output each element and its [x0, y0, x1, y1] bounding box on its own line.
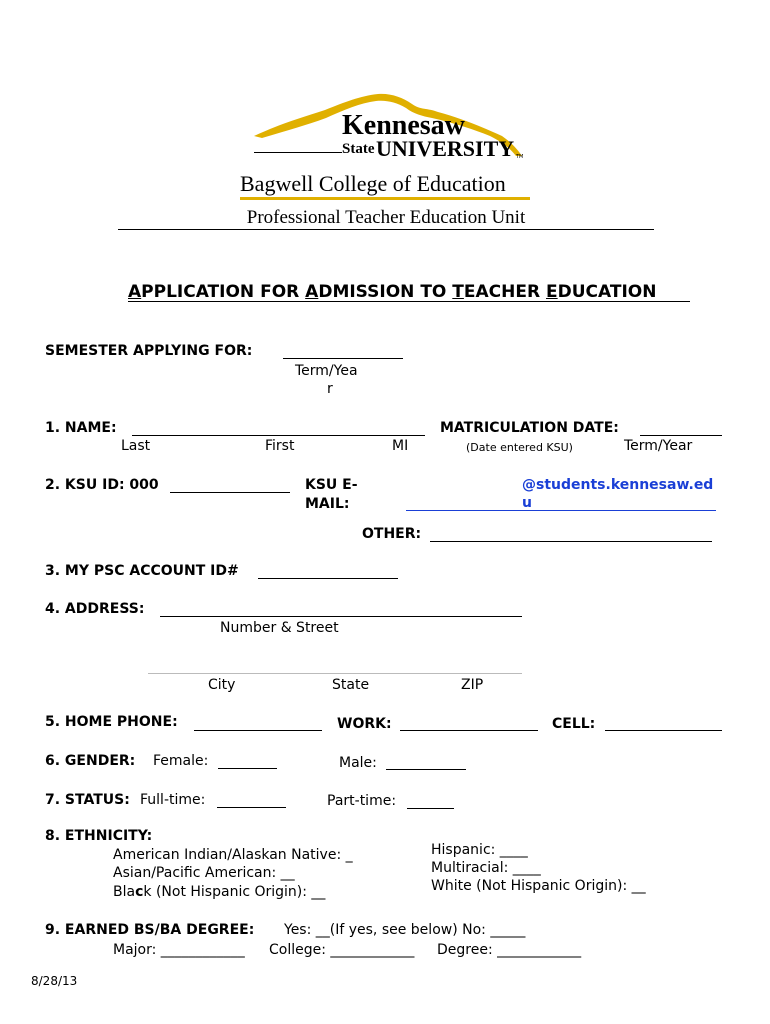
ethnicity-black-c: k (Not Hispanic Origin): __ — [143, 884, 326, 900]
address-state-hint: State — [332, 677, 370, 693]
address-street-hint: Number & Street — [220, 620, 339, 636]
psc-label: 3. MY PSC ACCOUNT ID# — [45, 563, 239, 579]
degree-label: 9. EARNED BS/BA DEGREE: — [45, 922, 255, 938]
degree-college-field[interactable]: College: ____________ — [269, 942, 415, 958]
email-domain-1: @students.kennesaw.ed — [522, 477, 714, 493]
ethnicity-label: 8. ETHNICITY: — [45, 828, 153, 844]
ksu-email-label-2: MAIL: — [305, 496, 350, 512]
logo-university: UNIVERSITY — [376, 136, 515, 161]
ksu-logo — [240, 88, 530, 198]
ethnicity-indian[interactable]: American Indian/Alaskan Native: _ — [113, 847, 353, 863]
ethnicity-black-a: Bla — [113, 884, 136, 900]
title-part-2: DMISSION TO — [318, 282, 453, 302]
gender-female-label: Female: — [153, 753, 209, 769]
semester-field[interactable] — [283, 358, 403, 359]
address-city-hint: City — [208, 677, 236, 693]
semester-hint-1: Term/Yea — [295, 363, 358, 379]
ethnicity-white[interactable]: White (Not Hispanic Origin): __ — [431, 878, 646, 894]
ethnicity-multiracial[interactable]: Multiracial: ____ — [431, 860, 541, 876]
ksu-id-field[interactable] — [170, 492, 290, 493]
logo-college: Bagwell College of Education — [240, 171, 506, 196]
title-cap-2: A — [305, 282, 319, 302]
title-cap-4: E — [546, 282, 558, 302]
semester-hint-2: r — [327, 381, 333, 397]
title-part-1: PPLICATION FOR — [141, 282, 306, 302]
name-mi-hint: MI — [392, 438, 409, 454]
matriculation-field[interactable] — [640, 435, 722, 436]
work-phone-field[interactable] — [400, 730, 538, 731]
email-domain-2: u — [522, 495, 532, 511]
degree-yes-no[interactable]: Yes: __(If yes, see below) No: _____ — [284, 922, 526, 938]
title-cap-3: T — [452, 282, 464, 302]
footer-date: 8/28/13 — [31, 974, 78, 988]
unit-name: Professional Teacher Education Unit — [118, 207, 654, 230]
address-zip-hint: ZIP — [461, 677, 484, 693]
status-label: 7. STATUS: — [45, 792, 130, 808]
ksu-email-field[interactable] — [406, 510, 716, 511]
matriculation-term-hint: Term/Year — [624, 438, 693, 454]
semester-label: SEMESTER APPLYING FOR: — [45, 343, 253, 359]
status-fulltime-label: Full-time: — [140, 792, 206, 808]
status-parttime-label: Part-time: — [327, 793, 397, 809]
psc-field[interactable] — [258, 578, 398, 579]
status-fulltime-field[interactable] — [217, 807, 286, 808]
logo-tm: TM — [516, 154, 524, 160]
logo-gold-bar — [240, 197, 530, 200]
ethnicity-black-b: c — [135, 884, 144, 900]
matriculation-date-hint: (Date entered KSU) — [466, 441, 573, 454]
ethnicity-hispanic[interactable]: Hispanic: ____ — [431, 842, 528, 858]
name-last-hint: Last — [121, 438, 151, 454]
gender-label: 6. GENDER: — [45, 753, 136, 769]
address-city-field[interactable] — [148, 673, 522, 674]
degree-major-field[interactable]: Major: ____________ — [113, 942, 245, 958]
ksu-id-label: 2. KSU ID: 000 — [45, 477, 159, 493]
ethnicity-black[interactable] — [113, 884, 325, 900]
other-email-field[interactable] — [430, 541, 712, 542]
name-field[interactable] — [132, 435, 425, 436]
title-part-4: DUCATION — [557, 282, 657, 302]
cell-phone-field[interactable] — [605, 730, 722, 731]
title-part-3: EACHER — [463, 282, 547, 302]
logo-state: State — [342, 141, 375, 157]
page-title — [128, 282, 656, 302]
name-label: 1. NAME: — [45, 420, 117, 436]
gender-female-field[interactable] — [218, 768, 277, 769]
ksu-email-label-1: KSU E- — [305, 477, 358, 493]
logo-kennesaw: Kennesaw — [342, 110, 465, 141]
ethnicity-asian[interactable]: Asian/Pacific American: __ — [113, 865, 295, 881]
cell-phone-label: CELL: — [552, 716, 596, 732]
home-phone-label: 5. HOME PHONE: — [45, 714, 178, 730]
address-label: 4. ADDRESS: — [45, 601, 145, 617]
name-first-hint: First — [265, 438, 295, 454]
matriculation-label: MATRICULATION DATE: — [440, 420, 619, 436]
work-phone-label: WORK: — [337, 716, 392, 732]
gender-male-field[interactable] — [386, 769, 466, 770]
gender-male-label: Male: — [339, 755, 377, 771]
status-parttime-field[interactable] — [407, 808, 454, 809]
degree-degree-field[interactable]: Degree: ____________ — [437, 942, 582, 958]
address-street-field[interactable] — [160, 616, 522, 617]
title-cap-1: A — [128, 282, 142, 302]
home-phone-field[interactable] — [194, 730, 322, 731]
other-email-label: OTHER: — [362, 526, 422, 542]
